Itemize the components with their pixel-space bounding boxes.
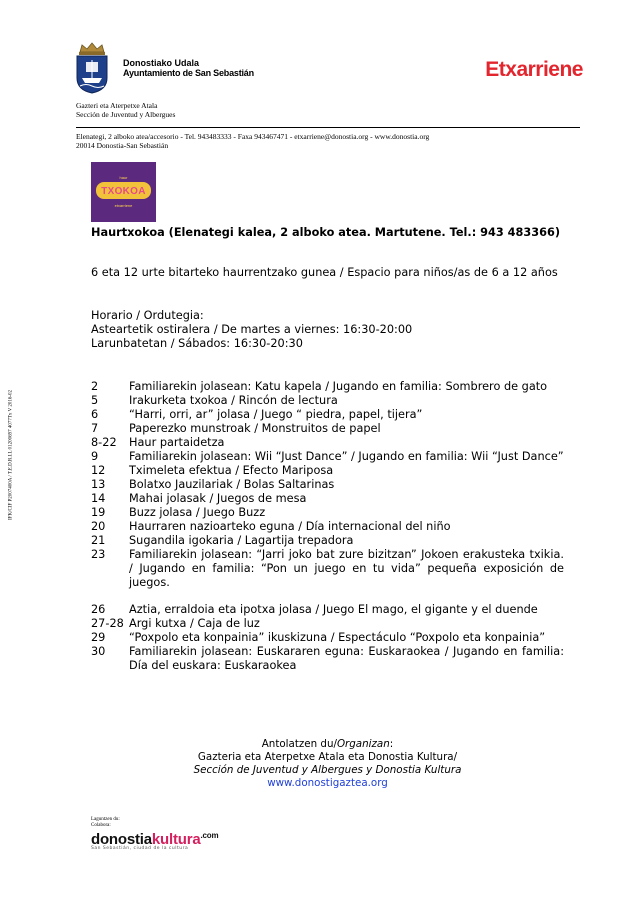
event-day: 19 [91,506,106,519]
organizers-line-basque: Gazteria eta Aterpetxe Atala eta Donostia Kultura/ [197,751,458,763]
list-item [91,492,564,506]
event-day: 27-28 [91,617,124,630]
list-item [91,436,564,450]
city-crest-logo [74,42,110,94]
list-item [91,450,564,464]
list-item [91,380,564,394]
logo-part-donostia: donostia [91,831,152,848]
event-text: Familiarekin jolasean: Euskararen eguna: Euskaraokea / Jugando en familia: Día del euskara: Euskaraokea [129,645,564,672]
etxarriene-logo: Etxarriene [485,58,583,81]
list-item [91,617,564,631]
badge-bottom-text: etxarriene [114,203,133,208]
event-text: Sugandila igokaria / Lagartija trepadora [129,534,354,547]
website-link[interactable]: www.donostigaztea.org [267,777,388,789]
badge-word: TXOKOA [101,186,146,197]
side-code-text: IFK/CIF P2007400A / T.E.D.R.I.L 01200697 4077Tx V 2016-02 [8,389,14,521]
event-text: Familiarekin jolasean: Katu kapela / Jugando en familia: Sombrero de gato [129,380,548,393]
event-day: 7 [91,422,99,435]
event-text: Tximeleta efektua / Efecto Mariposa [129,464,334,477]
organizers-label [91,738,564,751]
schedule-block [91,309,564,351]
logo-part-com: .com [200,831,219,840]
event-day: 30 [91,645,106,658]
event-day: 9 [91,450,99,463]
event-text: Familiarekin jolasean: Wii “Just Dance” / Jugando en familia: Wii “Just Dance” [129,450,564,463]
list-item [91,534,564,548]
donostiakultura-tagline: San Sebastián, ciudad de la cultura [91,846,189,851]
event-day: 14 [91,492,106,505]
event-text: Haurraren nazioarteko eguna / Día internacional del niño [129,520,451,533]
list-spacer [91,590,564,603]
list-item [91,645,564,673]
page-title: Haurtxokoa (Elenategi kalea, 2 alboko atea. Martutene. Tel.: 943 483366) [91,226,560,239]
event-text: Buzz jolasa / Juego Buzz [129,506,266,519]
schedule-saturday: Larunbatetan / Sábados: 16:30-20:30 [91,337,303,350]
list-item [91,603,564,617]
event-text: Mahai jolasak / Juegos de mesa [129,492,307,505]
event-day: 8-22 [91,436,117,449]
list-item [91,506,564,520]
logo-part-kultura: kultura [151,831,201,848]
organizers-label-eu: Antolatzen du/ [261,738,337,750]
event-day: 13 [91,478,106,491]
list-item [91,394,564,408]
collab-label-spanish: Colabora: [91,823,111,828]
list-item [91,464,564,478]
event-day: 26 [91,603,106,616]
list-item [91,520,564,534]
organizers-line-spanish: Sección de Juventud y Albergues y Donostia Kultura [193,764,462,776]
organizers-label-es: Organizan [336,738,390,750]
list-item [91,422,564,436]
event-text: Haur partaidetza [129,436,225,449]
event-day: 29 [91,631,106,644]
badge-top-text: haur [119,175,128,180]
event-text: Argi kutxa / Caja de luz [129,617,260,630]
event-day: 5 [91,394,99,407]
collab-label-basque: Laguntzen du: [91,817,120,822]
event-day: 20 [91,520,106,533]
department-basque: Gazteri eta Aterpetxe Atala [76,101,158,110]
event-text: “Harri, orri, ar” jolasa / Juego “ piedra, papel, tijera” [129,408,423,421]
list-item [91,548,564,590]
postal-line: 20014 Donostia-San Sebastián [76,141,169,150]
address-line: Elenategi, 2 alboko atea/accesorio - Tel. 943483333 - Faxa 943467471 - etxarriene@donostia.org - www.donostia.org [76,132,430,141]
organizers-colon: : [389,738,394,750]
events-list [91,380,564,673]
event-day: 2 [91,380,99,393]
event-text: Irakurketa txokoa / Rincón de lectura [129,394,338,407]
schedule-label: Horario / Ordutegia: [91,309,204,322]
event-text: Familiarekin jolasean: “Jarri joko bat zure bizitzan” Jokoen erakusteka txikia. / Jugando en familia: “Pon un juego en tu vida” pequeña exposición de juegos. [129,548,564,589]
side-registration-code [6,389,16,521]
audience-text: 6 eta 12 urte bitarteko haurrentzako gunea / Espacio para niños/as de 6 a 12 años [91,266,558,279]
event-text: Paperezko munstroak / Monstruitos de papel [129,422,381,435]
event-day: 12 [91,464,106,477]
collaborator-label [91,817,120,829]
list-item [91,478,564,492]
haurtxokoa-badge [91,162,156,222]
schedule-weekdays: Asteartetik ostiralera / De martes a viernes: 16:30-20:00 [91,323,413,336]
department-spanish: Sección de Juventud y Albergues [76,110,176,119]
event-day: 6 [91,408,99,421]
list-item [91,408,564,422]
event-day: 23 [91,548,106,561]
event-text: Aztia, erraldoia eta ipotxa jolasa / Juego El mago, el gigante y el duende [129,603,538,616]
org-name-spanish: Ayuntamiento de San Sebastián [123,68,254,78]
event-text: “Poxpolo eta konpainia” ikuskizuna / Espectáculo “Poxpolo eta konpainia” [129,631,546,644]
event-day: 21 [91,534,106,547]
list-item [91,631,564,645]
header-divider [76,127,580,128]
org-name-basque: Donostiako Udala [123,58,200,68]
event-text: Bolatxo Jauzilariak / Bolas Saltarinas [129,478,335,491]
